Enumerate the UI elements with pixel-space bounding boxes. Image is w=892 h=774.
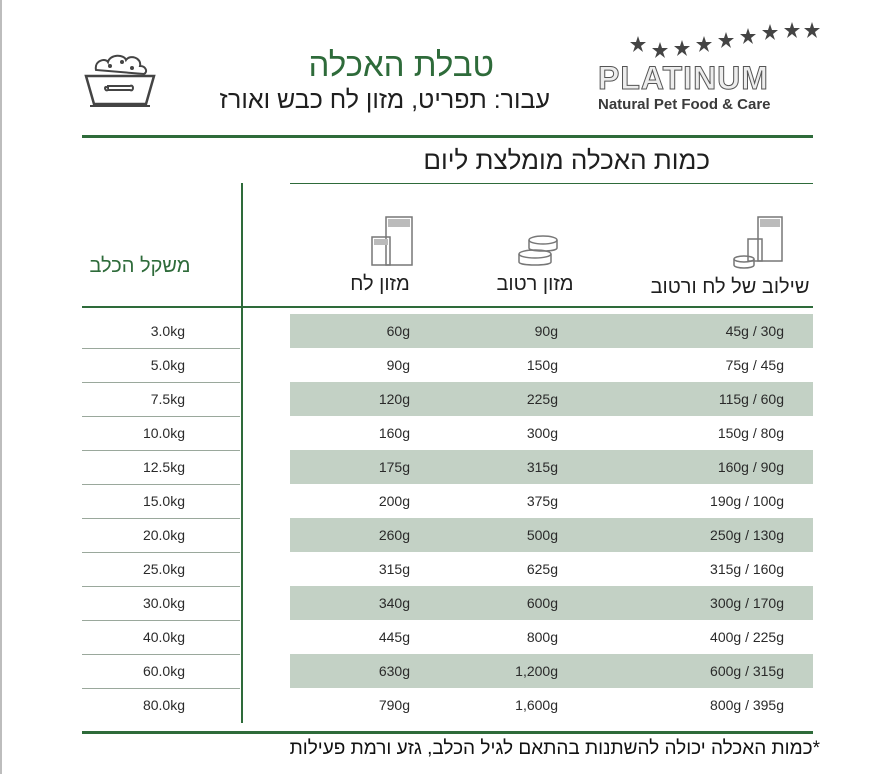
cell-weight: 5.0kg <box>150 357 185 373</box>
cell-wet: 315g <box>526 459 558 475</box>
table-row <box>0 348 892 382</box>
cell-dry: 630g <box>378 663 410 679</box>
cell-dry: 315g <box>378 561 410 577</box>
cell-wet: 500g <box>526 527 558 543</box>
cell-dry: 260g <box>378 527 410 543</box>
heading-underline <box>290 183 813 184</box>
brand-tagline: Natural Pet Food & Care <box>598 96 771 113</box>
header-divider <box>82 135 813 138</box>
cell-dry: 120g <box>378 391 410 407</box>
cell-dry: 445g <box>378 629 410 645</box>
cell-wet: 150g <box>526 357 558 373</box>
cell-mix: 600g / 315g <box>710 663 784 679</box>
cell-wet: 1,600g <box>515 697 558 713</box>
cell-wet: 375g <box>526 493 558 509</box>
table-row <box>0 620 892 654</box>
cell-dry: 340g <box>378 595 410 611</box>
column-header-wet: מזון רטוב <box>496 273 574 295</box>
page-title: טבלת האכלה <box>308 46 494 83</box>
cell-weight: 80.0kg <box>142 697 185 713</box>
cell-wet: 1,200g <box>515 663 558 679</box>
cell-weight: 25.0kg <box>142 561 185 577</box>
table-row <box>0 416 892 450</box>
brand-logo: PLATINUM <box>598 60 769 96</box>
table-row <box>0 518 892 552</box>
cell-mix: 160g / 90g <box>717 459 784 475</box>
footnote: *כמות האכלה יכולה להשתנות בהתאם לגיל הכלב, גזע ורמת פעילות <box>289 738 820 759</box>
cell-weight: 40.0kg <box>142 629 185 645</box>
cell-mix: 75g / 45g <box>725 357 784 373</box>
mixed-food-icon <box>732 215 788 271</box>
page-subtitle: עבור: תפריט, מזון לח כבש ואורז <box>219 86 550 114</box>
cell-mix: 300g / 170g <box>710 595 784 611</box>
cell-dry: 790g <box>378 697 410 713</box>
cell-dry: 200g <box>378 493 410 509</box>
cell-dry: 60g <box>386 323 410 339</box>
cell-weight: 7.5kg <box>150 391 185 407</box>
table-row <box>0 382 892 416</box>
cell-weight: 3.0kg <box>150 323 185 339</box>
cell-dry: 160g <box>378 425 410 441</box>
cell-mix: 115g / 60g <box>718 391 784 407</box>
star-icon <box>630 22 820 58</box>
table-row <box>0 450 892 484</box>
table-row <box>0 688 892 722</box>
recommended-amount-heading: כמות האכלה מומלצת ליום <box>423 145 710 175</box>
cell-weight: 10.0kg <box>142 425 185 441</box>
table-row <box>0 552 892 586</box>
cell-mix: 315g / 160g <box>710 561 784 577</box>
column-header-mix: שילוב של לח ורטוב <box>650 276 810 298</box>
cell-wet: 300g <box>526 425 558 441</box>
cell-wet: 625g <box>526 561 558 577</box>
table-row <box>0 586 892 620</box>
cell-mix: 150g / 80g <box>717 425 784 441</box>
cell-mix: 250g / 130g <box>710 527 784 543</box>
cell-mix: 400g / 225g <box>710 629 784 645</box>
table-row <box>0 314 892 348</box>
cell-wet: 800g <box>526 629 558 645</box>
cell-weight: 12.5kg <box>142 459 185 475</box>
cell-dry: 90g <box>386 357 410 373</box>
cell-mix: 45g / 30g <box>725 323 784 339</box>
cell-mix: 800g / 395g <box>710 697 784 713</box>
cell-wet: 600g <box>526 595 558 611</box>
dry-food-bag-icon <box>368 215 416 267</box>
table-row <box>0 654 892 688</box>
cell-weight: 20.0kg <box>142 527 185 543</box>
column-header-dry: מזון לח <box>350 273 410 295</box>
cell-weight: 60.0kg <box>142 663 185 679</box>
cell-mix: 190g / 100g <box>710 493 784 509</box>
table-header-divider <box>82 306 813 308</box>
cell-weight: 15.0kg <box>142 493 185 509</box>
cell-weight: 30.0kg <box>142 595 185 611</box>
cell-dry: 175g <box>378 459 410 475</box>
cell-wet: 225g <box>526 391 558 407</box>
cell-wet: 90g <box>534 323 558 339</box>
column-header-weight: משקל הכלב <box>89 255 191 277</box>
wet-food-can-icon <box>515 232 565 268</box>
table-row <box>0 484 892 518</box>
